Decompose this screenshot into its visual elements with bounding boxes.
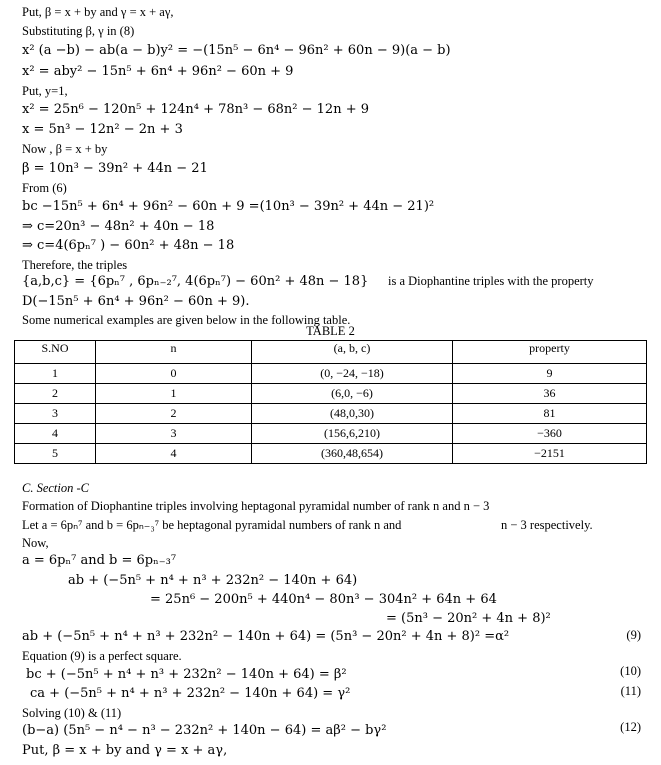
equation-number: (12) bbox=[620, 720, 641, 734]
text-line: Therefore, the triples bbox=[22, 258, 128, 272]
text-line: n − 3 respectively. bbox=[501, 518, 593, 532]
table-cell: 2 bbox=[96, 404, 252, 424]
text-line: Put, y=1, bbox=[22, 84, 68, 98]
triples-set: {a,b,c} = {6pₙ⁷ , 6pₙ₋₂⁷, 4(6pₙ⁷) − 60n² + 48n − 18} bbox=[22, 274, 369, 289]
equation: ⇒ c=20n³ − 48n² + 40n − 18 bbox=[22, 219, 215, 234]
property-equation: D(−15n⁵ + 6n⁴ + 96n² − 60n + 9). bbox=[22, 294, 250, 309]
table-cell: (156,6,210) bbox=[252, 424, 453, 444]
equation: x² = 25n⁶ − 120n⁵ + 124n⁴ + 78n³ − 68n² − 12n + 9 bbox=[22, 102, 370, 117]
equation-number: (10) bbox=[620, 664, 641, 678]
table-cell: (0, −24, −18) bbox=[252, 364, 453, 384]
text-line: Now, bbox=[22, 536, 49, 550]
equation: (b−a) (5n⁵ − n⁴ − n³ − 232n² + 140n − 64) = aβ² − bγ² bbox=[22, 723, 387, 738]
column-header: (a, b, c) bbox=[252, 341, 453, 364]
table-cell: (48,0,30) bbox=[252, 404, 453, 424]
table-cell: −2151 bbox=[453, 444, 647, 464]
equation: = (5n³ − 20n² + 4n + 8)² bbox=[386, 611, 551, 626]
equation: Put, β = x + by and γ = x + aγ, bbox=[22, 743, 228, 758]
table-cell: 4 bbox=[15, 424, 96, 444]
table-cell: 3 bbox=[96, 424, 252, 444]
table-cell: 81 bbox=[453, 404, 647, 424]
table-row bbox=[15, 424, 647, 444]
text-line: Solving (10) & (11) bbox=[22, 706, 122, 720]
text-line: Put, β = x + by and γ = x + aγ, bbox=[22, 5, 174, 19]
table-cell: 2 bbox=[15, 384, 96, 404]
triples-description: is a Diophantine triples with the property bbox=[388, 274, 594, 288]
table-cell: 9 bbox=[453, 364, 647, 384]
table-row bbox=[15, 364, 647, 384]
equation: ab + (−5n⁵ + n⁴ + n³ + 232n² − 140n + 64) bbox=[68, 573, 358, 588]
table-row bbox=[15, 404, 647, 424]
equation: ab + (−5n⁵ + n⁴ + n³ + 232n² − 140n + 64) = (5n³ − 20n² + 4n + 8)² =α² bbox=[22, 629, 510, 644]
section-heading: C. Section -C bbox=[22, 481, 90, 495]
text-line: Now , β = x + by bbox=[22, 142, 108, 156]
equation: = 25n⁶ − 200n⁵ + 440n⁴ − 80n³ − 304n² + 64n + 64 bbox=[150, 592, 497, 607]
table-row bbox=[15, 384, 647, 404]
table-cell: 1 bbox=[15, 364, 96, 384]
text-line: Let a = 6pₙ⁷ and b = 6pₙ₋₃⁷ be heptagonal pyramidal numbers of rank n and bbox=[22, 518, 402, 532]
table-cell: 1 bbox=[96, 384, 252, 404]
equation: x = 5n³ − 12n² − 2n + 3 bbox=[22, 122, 183, 137]
table-cell: 5 bbox=[15, 444, 96, 464]
equation: ⇒ c=4(6pₙ⁷ ) − 60n² + 48n − 18 bbox=[22, 238, 235, 253]
text-line: Substituting β, γ in (8) bbox=[22, 24, 135, 38]
equation: β = 10n³ − 39n² + 44n − 21 bbox=[22, 161, 208, 176]
column-header: S.NO bbox=[15, 341, 96, 364]
text-line: Equation (9) is a perfect square. bbox=[22, 649, 182, 663]
table-header-row bbox=[15, 341, 647, 364]
column-header: n bbox=[96, 341, 252, 364]
equation: ca + (−5n⁵ + n⁴ + n³ + 232n² − 140n + 64) = γ² bbox=[30, 686, 351, 701]
text-line: Formation of Diophantine triples involving heptagonal pyramidal number of rank n and n − 3 bbox=[22, 499, 490, 513]
column-header: property bbox=[453, 341, 647, 364]
table-cell: (360,48,654) bbox=[252, 444, 453, 464]
equation: bc −15n⁵ + 6n⁴ + 96n² − 60n + 9 =(10n³ − 39n² + 44n − 21)² bbox=[22, 199, 435, 214]
numerical-table bbox=[14, 340, 647, 464]
table-cell: 4 bbox=[96, 444, 252, 464]
table-cell: 0 bbox=[96, 364, 252, 384]
equation: a = 6pₙ⁷ and b = 6pₙ₋₃⁷ bbox=[22, 553, 177, 568]
equation-number: (11) bbox=[620, 684, 641, 698]
table-cell: −360 bbox=[453, 424, 647, 444]
table-cell: (6,0, −6) bbox=[252, 384, 453, 404]
table-cell: 3 bbox=[15, 404, 96, 424]
equation: x² = aby² − 15n⁵ + 6n⁴ + 96n² − 60n + 9 bbox=[22, 64, 294, 79]
table-cell: 36 bbox=[453, 384, 647, 404]
table-intro: Some numerical examples are given below in the following table. bbox=[22, 313, 351, 327]
text-line: From (6) bbox=[22, 181, 67, 195]
equation-number: (9) bbox=[626, 628, 641, 642]
equation: x² (a −b) − ab(a − b)y² = −(15n⁵ − 6n⁴ − 96n² + 60n − 9)(a − b) bbox=[22, 43, 451, 58]
equation: bc + (−5n⁵ + n⁴ + n³ + 232n² − 140n + 64) = β² bbox=[26, 667, 347, 682]
table-title: TABLE 2 bbox=[306, 324, 355, 338]
table-row bbox=[15, 444, 647, 464]
